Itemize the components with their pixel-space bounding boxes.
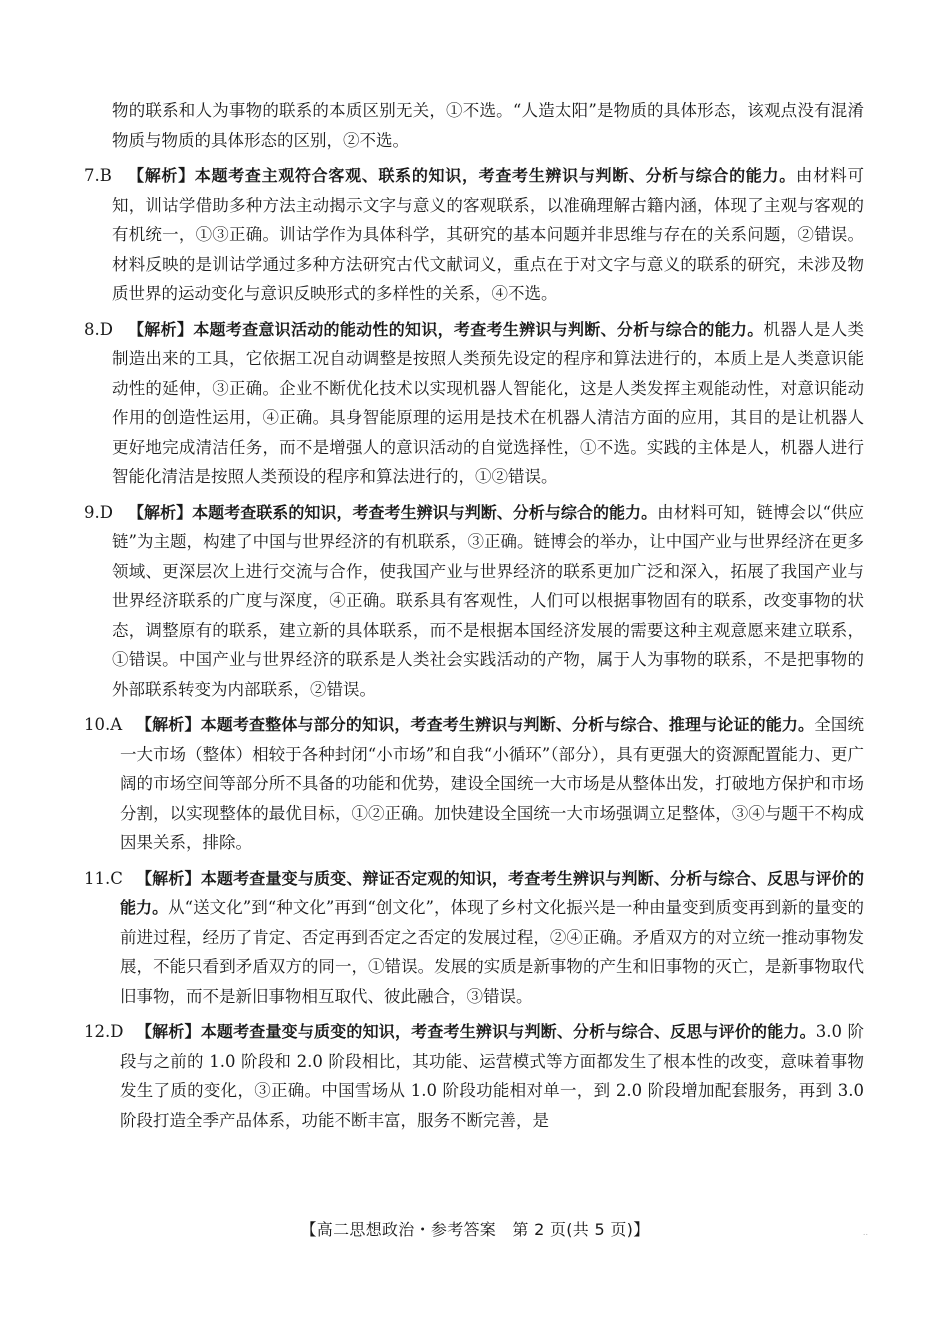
item-body: 由材料可知，链博会以“供应链”为主题，构建了中国与世界经济的有机联系，③正确。链博会的举办，让中国产业与世界经济在更多领域、更深层次上进行交流与合作，使我国产业与世界经济的联系更加广泛和深入，拓展了我国产业与世界经济联系的广度与深度，④正确。联系具有客观性，人们可以根据事物固有的联系，改变事物的状态，调整原有的联系，建立新的具体联系，而不是根据本国经济发展的需要这种主观意愿来建立联系，①错误。中国产业与世界经济的联系是人类社会实践活动的产物，属于人为事物的联系，不是把事物的外部联系转变为内部联系，②错误。 bbox=[112, 502, 864, 699]
item-heading: 本题考查联系的知识，考查考生辨识与判断、分析与综合的能力。 bbox=[192, 502, 658, 522]
item-answer: B bbox=[99, 166, 112, 185]
continued-paragraph bbox=[84, 96, 864, 155]
item-number: 12.D bbox=[84, 1022, 124, 1041]
analysis-tag: 【解析】 bbox=[128, 319, 194, 339]
analysis-tag: 【解析】 bbox=[136, 868, 201, 888]
corner-mark: .. bbox=[862, 1228, 868, 1237]
item-heading: 本题考查量变与质变、辩证否定观的知识，考查考生辨识与判断、分析与综合、反思与评价的能力。 bbox=[120, 868, 864, 917]
answer-item-10 bbox=[84, 710, 864, 858]
item-body: 由材料可知，训诂学借助多种方法主动揭示文字与意义的客观联系，以准确理解古籍内涵，体现了主观与客观的有机统一，①③正确。训诂学作为具体科学，其研究的基本问题并非思维与存在的关系问题，②错误。材料反映的是训诂学通过多种方法研究古代文献词义，重点在于对文字与意义的联系的研究，未涉及物质世界的运动变化与意识反映形式的多样性的关系，④不选。 bbox=[112, 166, 864, 303]
item-answer: D bbox=[99, 502, 113, 522]
answer-content bbox=[84, 96, 864, 1141]
item-answer: D bbox=[110, 1022, 124, 1041]
page-footer: 【高二思想政治・参考答案 第 2 页(共 5 页)】 bbox=[300, 1220, 650, 1239]
item-number: 11.C bbox=[84, 868, 123, 888]
answer-item-7 bbox=[84, 161, 864, 309]
item-answer: A bbox=[110, 715, 123, 734]
analysis-tag: 【解析】 bbox=[128, 502, 193, 522]
item-number: 7.B bbox=[84, 166, 112, 185]
continued-paragraph-text: 物的联系和人为事物的联系的本质区别无关，①不选。“人造太阳”是物质的具体形态，该观点没有混淆物质与物质的具体形态的区别，②不选。 bbox=[112, 101, 864, 150]
item-number: 10.A bbox=[84, 715, 123, 734]
item-body: 3.0 阶段与之前的 1.0 阶段和 2.0 阶段相比，其功能、运营模式等方面都发生了根本性的改变，意味着事物发生了质的变化，③正确。中国雪场从 1.0 阶段功能相对单一，到 2.0 阶段增加配套服务，再到 3.0 阶段打造全季产品体系，功能不断丰富，服务不断完善，是 bbox=[120, 1022, 864, 1130]
item-body: 全国统一大市场（整体）相较于各种封闭“小市场”和自我“小循环”（部分），具有更强大的资源配置能力、更广阔的市场空间等部分所不具备的功能和优势，建设全国统一大市场是从整体出发，打破地方保护和市场分割，以实现整体的最优目标，①②正确。加快建设全国统一大市场强调立足整体，③④与题干不构成因果关系，排除。 bbox=[120, 715, 864, 852]
item-heading: 本题考查整体与部分的知识，考查考生辨识与判断、分析与综合、推理与论证的能力。 bbox=[200, 715, 815, 734]
analysis-tag: 【解析】 bbox=[128, 166, 195, 185]
answer-item-12 bbox=[84, 1017, 864, 1135]
answer-item-9 bbox=[84, 498, 864, 705]
item-body: 机器人是人类制造出来的工具，它依据工况自动调整是按照人类预先设定的程序和算法进行的，本质上是人类意识能动性的延伸，③正确。企业不断优化技术以实现机器人智能化，这是人类发挥主观能动性，对意识能动作用的创造性运用，④正确。具身智能原理的运用是技术在机器人清洁方面的应用，其目的是让机器人更好地完成清洁任务，而不是增强人的意识活动的自觉选择性，①不选。实践的主体是人，机器人进行智能化清洁是按照人类预设的程序和算法进行的，①②错误。 bbox=[112, 319, 864, 486]
item-answer: C bbox=[110, 868, 123, 888]
item-number: 8.D bbox=[84, 319, 113, 339]
item-number: 9.D bbox=[84, 502, 113, 522]
answer-item-11 bbox=[84, 864, 864, 1012]
answer-item-8 bbox=[84, 315, 864, 492]
item-heading: 本题考查主观符合客观、联系的知识，考查考生辨识与判断、分析与综合的能力。 bbox=[194, 166, 796, 185]
item-answer: D bbox=[99, 319, 113, 339]
analysis-tag: 【解析】 bbox=[136, 1022, 201, 1041]
analysis-tag: 【解析】 bbox=[136, 715, 201, 734]
item-heading: 本题考查量变与质变的知识，考查考生辨识与判断、分析与综合、反思与评价的能力。 bbox=[200, 1022, 816, 1041]
item-body: 从“送文化”到“种文化”再到“创文化”，体现了乡村文化振兴是一种由量变到质变再到新的量变的前进过程，经历了肯定、否定再到否定之否定的发展过程，②④正确。矛盾双方的对立统一推动事物发展，不能只看到矛盾双方的同一，①错误。发展的实质是新事物的产生和旧事物的灭亡，是新事物取代旧事物，而不是新旧事物相互取代、彼此融合，③错误。 bbox=[120, 898, 864, 1006]
item-heading: 本题考查意识活动的能动性的知识，考查考生辨识与判断、分析与综合的能力。 bbox=[193, 319, 764, 339]
